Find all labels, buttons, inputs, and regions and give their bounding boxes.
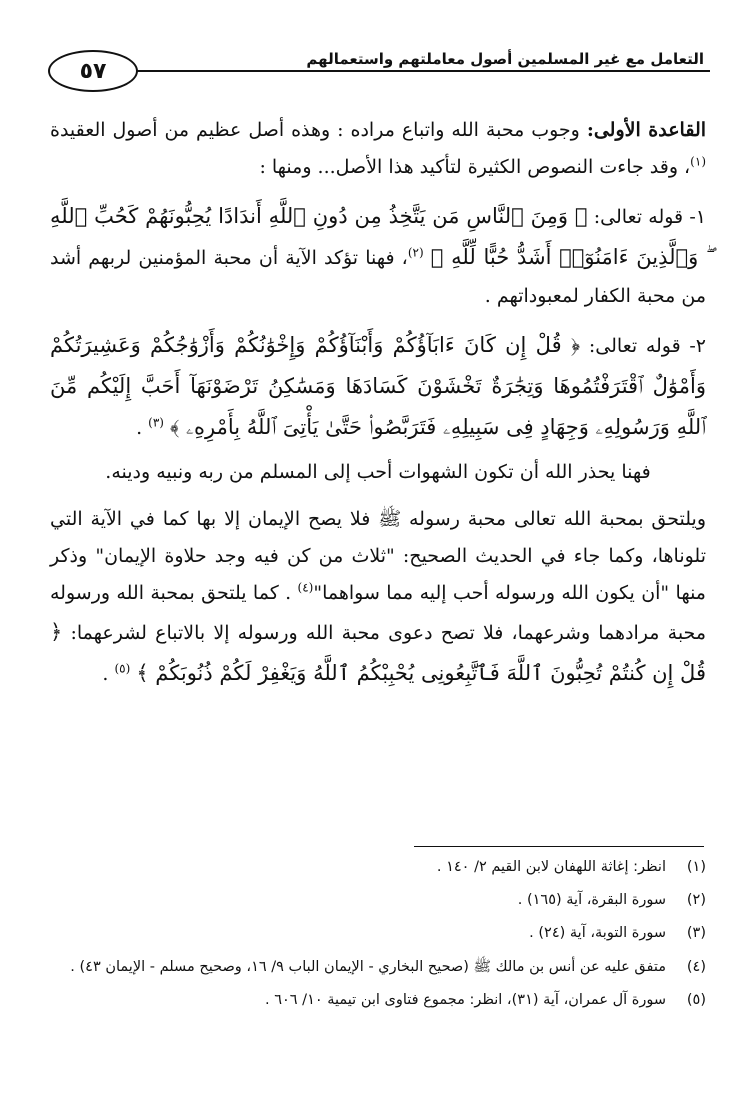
rule-paragraph — [50, 112, 706, 186]
rule-heading: القاعدة الأولى: — [586, 119, 707, 141]
rule-text: وجوب محبة الله واتباع مراده : وهذه أصل عظيم من أصول العقيدة — [50, 119, 587, 141]
paragraph-3-end: . — [102, 662, 115, 685]
footnotes — [50, 856, 706, 1022]
footnote-item — [50, 889, 706, 912]
paragraph-3-verse: ﴿ قُلْ إِن كُنتُمْ تُحِبُّونَ ٱللَّهَ فَٱتَّبِعُونِى يُحْبِبْكُمُ ٱللَّهُ وَيَغْفِرْ لَكُمْ ذُنُوبَكُمْ ﴾ — [50, 620, 706, 685]
item-2-end: . — [136, 416, 149, 439]
footnote-item — [50, 856, 706, 879]
item-2-label: ٢- قوله تعالى: — [588, 335, 706, 358]
footnote-ref-5[interactable]: (٥) — [114, 661, 131, 676]
footnote-number: (٢) — [686, 892, 706, 909]
footnote-ref-3[interactable]: (٣) — [148, 415, 164, 430]
item-1-verse: ﴿ وَمِنَ ٱلنَّاسِ مَن يَتَّخِذُ مِن دُونِ ٱللَّهِ أَندَادًا يُحِبُّونَهُمْ كَحُبِّ ٱللَّهِ ۖ وَٱلَّذِينَ ءَامَنُوٓا۟ أَشَدُّ حُبًّا لِّلَّهِ ﴾ — [50, 204, 707, 270]
footnote-ref-1[interactable]: (١) — [690, 154, 706, 169]
paragraph-3-text-a: ويلتحق بمحبة الله تعالى محبة رسوله ﷺ فلا يصح الإيمان إلا بها كما في الآية التي تلوناها، وكما جاء في الحديث الصحيح: "ثلاث من كن فيه وجد حلاوة الإيمان" وذكر منها "أن يكون الله ورسوله أحب إليه مما سواهما" — [50, 507, 706, 604]
header-title: التعامل مع غير المسلمين أصول معاملتهم واستعمالهم — [306, 50, 704, 68]
footnote-number: (٣) — [686, 925, 706, 942]
footnote-item — [50, 922, 706, 945]
item-1-label: ١- قوله تعالى: — [593, 206, 707, 229]
footnote-separator — [414, 846, 704, 847]
footnote-item — [50, 989, 706, 1012]
rule-text-2: ، وقد جاءت النصوص الكثيرة لتأكيد هذا الأصل... ومنها : — [259, 156, 691, 179]
running-header — [48, 38, 710, 94]
item-1 — [50, 196, 706, 315]
footnote-number: (٥) — [686, 991, 706, 1008]
warning-line: فهنا يحذر الله أن تكون الشهوات أحب إلى المسلم من ربه ونبيه ودينه. — [105, 460, 651, 483]
footnote-text: سورة آل عمران، آية (٣١)، انظر: مجموع فتاوى ابن تيمية ١٠/ ٦٠٦ . — [264, 991, 666, 1008]
footnote-number: (٤) — [686, 958, 706, 975]
footnote-text: سورة البقرة، آية (١٦٥) . — [517, 892, 666, 909]
footnote-item — [50, 956, 706, 979]
footnote-ref-2[interactable]: (٢) — [407, 245, 424, 260]
item-2 — [50, 325, 706, 448]
page-number: ٥٧ — [48, 50, 138, 92]
paragraph-3 — [50, 501, 706, 694]
header-rule — [128, 70, 710, 72]
footnote-text: انظر: إغاثة اللهفان لابن القيم ٢/ ١٤٠ . — [436, 859, 666, 875]
footnote-ref-4[interactable]: (٤) — [297, 580, 314, 595]
footnote-text: متفق عليه عن أنس بن مالك ﷺ (صحيح البخاري - الإيمان الباب ٩/ ١٦، وصحيح مسلم - الإيمان ٤٣) . — [70, 958, 666, 975]
footnote-text: سورة التوبة، آية (٢٤) . — [529, 925, 666, 942]
page-body — [50, 112, 706, 704]
paragraph-3-text-b: . كما يلتحق بمحبة الله ورسوله محبة مرادهما وشرعهما، فلا تصح دعوى محبة الله ورسوله إلا بالاتباع لشرعهما: — [50, 581, 706, 645]
footnote-number: (١) — [686, 859, 706, 875]
item-2-verse: ﴿ قُلْ إِن كَانَ ءَابَآؤُكُمْ وَأَبْنَآؤُكُمْ وَإِخْوَٰنُكُمْ وَأَزْوَٰجُكُمْ وَعَشِيرَتُكُمْ وَأَمْوَٰلٌ ٱقْتَرَفْتُمُوهَا وَتِجَٰرَةٌ تَخْشَوْنَ كَسَادَهَا وَمَسَٰكِنُ تَرْضَوْنَهَآ أَحَبَّ إِلَيْكُم مِّنَ ٱللَّهِ وَرَسُولِهِۦ وَجِهَادٍ فِى سَبِيلِهِۦ فَتَرَبَّصُوا۟ حَتَّىٰ يَأْتِىَ ٱللَّهُ بِأَمْرِهِۦ ﴾ — [50, 333, 706, 439]
item-1-comment: ، فهنا تؤكد الآية أن محبة المؤمنين لربهم أشد من محبة الكفار لمعبوداتهم . — [50, 247, 706, 307]
